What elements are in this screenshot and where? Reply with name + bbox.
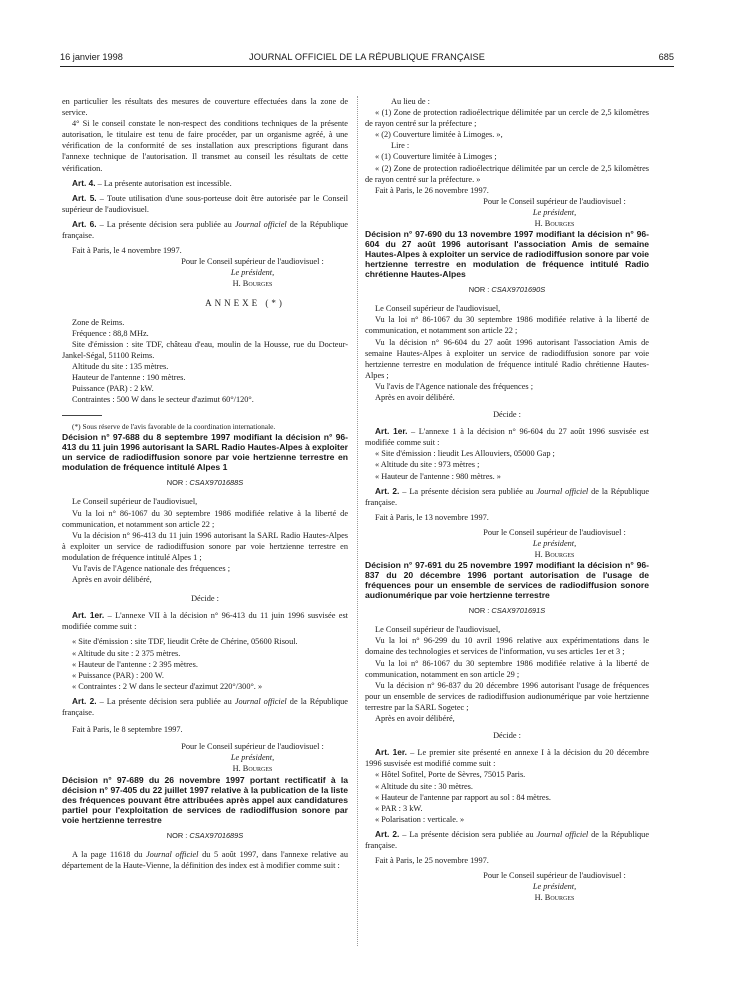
modification-item: « Site d'émission : site TDF, lieudit Crête de Chérine, 05600 Risoul. xyxy=(72,637,298,647)
footnote: (*) Sous réserve de l'avis favorable de la coordination internationale. xyxy=(72,422,276,432)
signature-role: Le président, xyxy=(532,882,577,892)
article-2 xyxy=(365,829,649,851)
article-1 xyxy=(62,610,348,632)
signature-for: Pour le Conseil supérieur de l'audiovisuel : xyxy=(483,527,626,537)
decision-title: Décision n° 97-689 du 26 novembre 1997 portant rectificatif à la décision n° 97-405 du 22 juillet 1997 relative à la publication de la liste des fréquences pouvant être attribuées après appel aux candidatures partiel pour l'exploitation de services de radiodiffusion sonore par voie hertzienne terrestre xyxy=(62,774,348,825)
visa-line: Vu la décision n° 96-413 du 11 juin 1996 autorisant la SARL Radio Hautes-Alpes à exploiter un service de radiodiffusion sonore par voie hertzienne terrestre en modulation de fréquence intitulé Alpes 1 ; xyxy=(62,530,348,562)
signature-for: Pour le Conseil supérieur de l'audiovisuel : xyxy=(181,742,324,752)
modification-item: « Puissance (PAR) : 200 W. xyxy=(72,670,164,680)
article-5 xyxy=(62,193,348,215)
article-1 xyxy=(365,426,649,448)
intro-paragraph: 4° Si le conseil constate le non-respect des conditions techniques de la présente autorisation, le titulaire est tenu de faire procéder, par un organisme agréé, à une vérification de la conformité de ses installation aux prescriptions figurant dans l'annexe technique de l'autorisation. Il transmet au conseil les résultats de cette vérification. xyxy=(62,119,348,173)
annexe-line: Puissance (PAR) : 2 kW. xyxy=(72,384,154,394)
annexe-list xyxy=(62,317,348,406)
article-text: – Le premier site présenté en annexe I à la décision du 20 décembre 1996 susvisée est modifié comme suit : xyxy=(365,748,649,769)
rectification-line: « (2) Zone de protection radioélectrique délimitée par un cercle de 2,5 kilomètres de rayon centré sur la préfecture. » xyxy=(365,163,649,184)
header-journal-title: JOURNAL OFFICIEL DE LA RÉPUBLIQUE FRANÇAISE xyxy=(249,52,485,62)
article-text: – La présente décision sera publiée au xyxy=(96,696,235,706)
signature-name: H. Bourges xyxy=(534,550,575,560)
visa-line: Après en avoir délibéré. xyxy=(375,392,455,402)
article-text: – La présente décision sera publiée au xyxy=(399,829,537,839)
left-column xyxy=(62,96,348,871)
article-6 xyxy=(62,219,348,241)
article-label: Art. 2. xyxy=(375,485,400,496)
intro-paragraph: en particulier les résultats des mesures de couverture effectuées dans la zone de service. xyxy=(62,97,348,118)
visa-line: Le Conseil supérieur de l'audiovisuel, xyxy=(375,625,501,635)
visa-line: Vu la décision n° 96-604 du 27 août 1996 autorisant l'association Amis de semaine Hautes-Alpes à exploiter un service de radiodiffusion sonore par voie hertzienne terrestre en modulation de fréquence intitulé Radio chrétienne Hautes-Alpes ; xyxy=(365,337,649,380)
journal-officiel-ref: Journal officiel xyxy=(146,849,199,859)
signature-name: H. Bourges xyxy=(534,893,575,903)
visa-line: Après en avoir délibéré, xyxy=(72,575,152,585)
signature-name: H. Bourges xyxy=(232,279,273,289)
modification-item: « Site d'émission : lieudit Les Allouviers, 05000 Gap ; xyxy=(375,449,555,459)
done-at: Fait à Paris, le 26 novembre 1997. xyxy=(375,185,489,195)
article-label: Art. 4. xyxy=(72,177,96,188)
modification-item: « Contraintes : 2 W dans le secteur d'azimut 220°/300°. » xyxy=(72,681,263,691)
journal-officiel-ref: Journal officiel xyxy=(234,696,287,706)
decision-title: Décision n° 97-690 du 13 novembre 1997 modifiant la décision n° 96-604 du 27 août 1996 autorisant l'association Amis de semaine Hautes-Alpes à exploiter un service de radiodiffusion sonore par voie hertzienne terrestre en modulation de fréquence intitulé Radio chrétienne Hautes-Alpes xyxy=(365,229,649,280)
column-divider xyxy=(357,96,358,946)
article-label: Art. 6. xyxy=(72,218,97,229)
signature-role: Le président, xyxy=(230,268,275,278)
nor-reference: NOR : CSAX9701690S xyxy=(468,285,546,295)
rectification-line: Au lieu de : xyxy=(391,97,430,106)
visas xyxy=(365,624,649,724)
nor-code: CSAX9701691S xyxy=(491,606,546,616)
annexe-line: Contraintes : 500 W dans le secteur d'azimut 60°/120°. xyxy=(72,395,254,405)
signature-role: Le président, xyxy=(532,207,577,217)
signature-role: Le président, xyxy=(230,753,275,763)
decide-heading: Décide : xyxy=(191,594,219,604)
article-label: Art. 2. xyxy=(72,695,97,706)
article-text: – Toute utilisation d'une sous-porteuse doit être autorisée par le Conseil supérieur de l'audiovisuel. xyxy=(62,193,349,214)
article-text: – L'annexe VII à la décision n° 96-413 du 11 juin 1996 susvisée est modifiée comme suit : xyxy=(62,611,348,632)
footnote-rule xyxy=(62,415,102,416)
signature-for: Pour le Conseil supérieur de l'audiovisuel : xyxy=(181,257,324,267)
visa-line: Le Conseil supérieur de l'audiovisuel, xyxy=(375,304,501,314)
article-text: de la République française. xyxy=(62,219,348,241)
article-text: – La présente décision sera publiée au xyxy=(399,486,537,496)
modification-item: « Polarisation : verticale. » xyxy=(375,814,465,824)
modification-item: « Altitude du site : 30 mètres. xyxy=(375,781,473,791)
visa-line: Vu la décision n° 96-837 du 20 décembre 1996 autorisant l'usage de fréquences pour un ensemble de services de radiodiffusion audionumérique par voie hertzienne terrestre par la SARL Sogetec ; xyxy=(365,680,649,712)
decision-title: Décision n° 97-688 du 8 septembre 1997 modifiant la décision n° 96-413 du 11 juin 1996 autorisant la SARL Radio Hautes-Alpes à exploiter un service de radiodiffusion sonore par voie hertzienne terrestre en modulation de fréquence intitulé Alpes 1 xyxy=(62,432,348,473)
article-label: Art. 5. xyxy=(72,192,97,203)
article-4 xyxy=(62,178,348,189)
done-at: Fait à Paris, le 8 septembre 1997. xyxy=(72,725,183,735)
visas xyxy=(365,303,649,403)
annexe-line: Site d'émission : site TDF, château d'eau, moulin de la Housse, rue du Docteur-Jankel-Ségal, 51100 Reims. xyxy=(62,339,348,360)
nor-reference: NOR : CSAX9701691S xyxy=(468,606,546,616)
rectification-paragraph: A la page 11618 du Journal officiel du 5 août 1997, dans l'annexe relative au département de la Haute-Vienne, la définition des index est à modifier comme suit : xyxy=(62,849,348,870)
done-at: Fait à Paris, le 4 novembre 1997. xyxy=(72,246,182,256)
header-page-number: 685 xyxy=(658,52,674,62)
done-at: Fait à Paris, le 13 novembre 1997. xyxy=(375,512,489,522)
journal-officiel-ref: Journal officiel xyxy=(536,829,589,839)
article-text: de la République française. xyxy=(365,829,649,850)
article-text: de la République française. xyxy=(62,696,348,718)
decide-heading: Décide : xyxy=(493,410,521,420)
visa-line: Vu l'avis de l'Agence nationale des fréquences ; xyxy=(72,564,230,573)
article-2 xyxy=(365,486,649,508)
annexe-line: Altitude du site : 135 mètres. xyxy=(72,361,169,371)
article-text: de la République française. xyxy=(365,486,649,507)
annexe-line: Fréquence : 88,8 MHz. xyxy=(72,328,149,338)
modification-list xyxy=(62,636,348,691)
modification-item: « Hauteur de l'antenne : 2 395 mètres. xyxy=(72,659,198,669)
decide-heading: Décide : xyxy=(493,731,521,741)
visa-line: Vu la loi n° 86-1067 du 30 septembre 1986 modifiée relative à la liberté de communication, et notamment son article 22 ; xyxy=(62,508,348,529)
rectification-line: Lire : xyxy=(391,141,410,151)
article-label: Art. 1er. xyxy=(375,747,407,758)
modification-item: « Hauteur de l'antenne par rapport au sol : 84 mètres. xyxy=(375,792,551,802)
annexe-line: Hauteur de l'antenne : 190 mètres. xyxy=(72,373,186,383)
modification-item: « Hauteur de l'antenne : 980 mètres. » xyxy=(375,471,501,481)
article-2 xyxy=(62,696,348,718)
annexe-line: Zone de Reims. xyxy=(72,317,125,327)
article-label: Art. 2. xyxy=(375,828,400,839)
modification-item: « Altitude du site : 973 mètres ; xyxy=(375,460,480,470)
signature-for: Pour le Conseil supérieur de l'audiovisuel : xyxy=(483,196,626,206)
nor-reference: NOR : CSAX9701688S xyxy=(166,478,244,488)
nor-code: CSAX9701689S xyxy=(189,830,244,840)
journal-officiel-ref: Journal officiel xyxy=(536,486,589,496)
visa-line: Vu la loi n° 96-299 du 10 avril 1996 relative aux expérimentations dans le domaine des technologies et services de l'information, vu ses articles 1er et 3 ; xyxy=(365,636,649,657)
visa-line: Vu l'avis de l'Agence nationale des fréquences ; xyxy=(375,381,533,391)
done-at: Fait à Paris, le 25 novembre 1997. xyxy=(375,856,489,866)
visas xyxy=(62,496,348,585)
header-date: 16 janvier 1998 xyxy=(60,52,123,62)
article-label: Art. 1er. xyxy=(72,610,105,621)
nor-code: CSAX9701690S xyxy=(491,285,546,295)
article-text: – La présente autorisation est incessible. xyxy=(95,178,232,188)
visa-line: Vu la loi n° 86-1067 du 30 septembre 1986 modifiée relative à la liberté de communication, notamment en son article 29 ; xyxy=(365,658,649,679)
visa-line: Le Conseil supérieur de l'audiovisuel, xyxy=(72,497,198,507)
article-text: – La présente décision sera publiée au xyxy=(96,219,235,229)
visa-line: Après en avoir délibéré, xyxy=(375,714,455,724)
rectification-line: « (1) Zone de protection radioélectrique délimitée par un cercle de 2,5 kilomètres de rayon centré sur la préfecture ; xyxy=(365,108,649,129)
signature-name: H. Bourges xyxy=(534,219,575,229)
annexe-title: ANNEXE (*) xyxy=(205,297,285,308)
journal-officiel-ref: Journal officiel xyxy=(234,219,287,229)
decision-title: Décision n° 97-691 du 25 novembre 1997 modifiant la décision n° 96-837 du 20 décembre 1996 portant autorisation de l'usage de fréquences pour un ensemble de services de radiodiffusion sonore audionumérique par voie hertzienne terrestre xyxy=(365,560,649,601)
modification-list xyxy=(365,448,649,481)
modification-list xyxy=(365,769,649,824)
nor-reference: NOR : CSAX9701689S xyxy=(166,830,244,840)
signature-for: Pour le Conseil supérieur de l'audiovisuel : xyxy=(483,871,626,881)
modification-item: « PAR : 3 kW. xyxy=(375,803,423,813)
modification-item: « Hôtel Sofitel, Porte de Sèvres, 75015 Paris. xyxy=(375,770,526,780)
visa-line: Vu la loi n° 86-1067 du 30 septembre 1986 modifiée relative à la liberté de communication, et notamment son article 22 ; xyxy=(365,315,649,336)
signature-role: Le président, xyxy=(532,539,577,548)
article-label: Art. 1er. xyxy=(375,426,408,437)
nor-code: CSAX9701688S xyxy=(189,478,244,488)
rectification-line: « (1) Couverture limitée à Limoges ; xyxy=(375,152,497,162)
page-header xyxy=(60,50,674,67)
modification-item: « Altitude du site : 2 375 mètres. xyxy=(72,648,181,658)
signature-name: H. Bourges xyxy=(232,764,273,774)
right-column xyxy=(365,96,649,903)
article-text: – L'annexe 1 à la décision n° 96-604 du 27 août 1996 susvisée est modifiée comme suit : xyxy=(365,427,649,448)
article-1 xyxy=(365,747,649,769)
rectification-line: « (2) Couverture limitée à Limoges. », xyxy=(375,130,503,140)
